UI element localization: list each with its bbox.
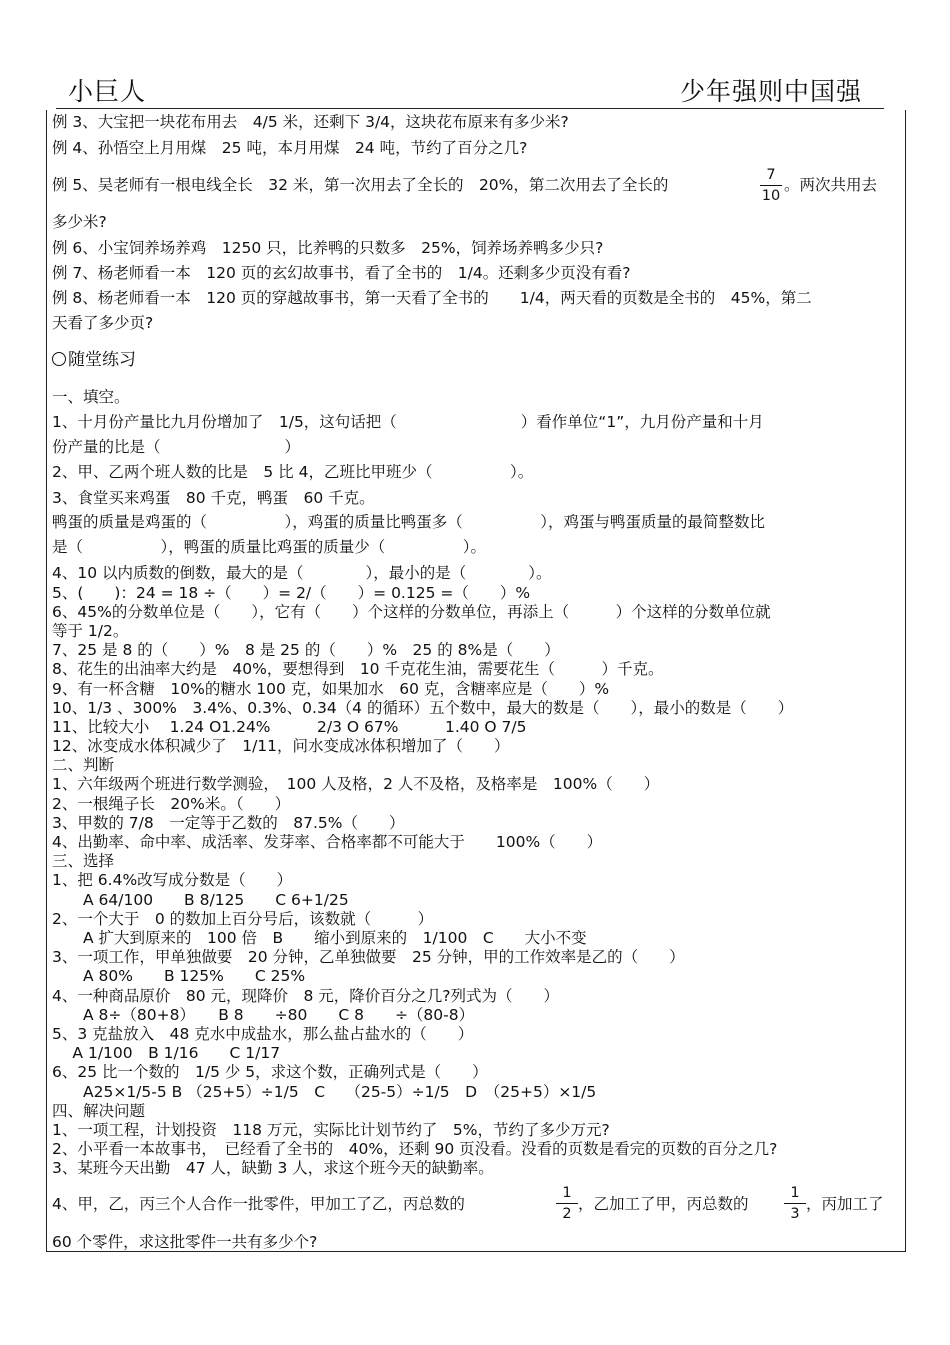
example-8-line1: 例 8、杨老师看一本 120 页的穿越故事书，第一天看了全书的 1/4，两天看的页数是全书的 45%，第二: [52, 289, 812, 307]
example-6: 例 6、小宝饲养场养鸡 1250 只，比养鸭的只数多 25%，饲养场养鸭多少只?: [52, 239, 604, 257]
fraction-numerator: 1: [790, 1185, 800, 1201]
choice-q5: 5、3 克盐放入 48 克水中成盐水，那么盐占盐水的（ ）: [52, 1025, 474, 1043]
fraction-numerator: 1: [562, 1185, 572, 1201]
solve-q4-part4: 60 个零件，求这批零件一共有多少个?: [52, 1233, 318, 1251]
fraction-bar: [760, 185, 782, 186]
fraction-denominator: 2: [562, 1206, 572, 1222]
fill-q7: 7、25 是 8 的（ ）% 8 是 25 的（ ）% 25 的 8%是（ ）: [52, 641, 560, 659]
judge-title: 二、判断: [52, 756, 115, 774]
fraction-bar: [784, 1203, 806, 1204]
solve-q4-part1: 4、甲，乙，丙三个人合作一批零件，甲加工了乙，丙总数的: [52, 1195, 465, 1213]
solve-q4-fraction-1: [556, 1185, 578, 1222]
choice-title: 三、选择: [52, 852, 115, 870]
fill-q6-line2: 等于 1/2。: [52, 622, 129, 640]
fill-q12: 12、冰变成水体积减少了 1/11，问水变成冰体积增加了（ ）: [52, 737, 510, 755]
fill-title: 一、填空。: [52, 388, 130, 406]
fill-q3-line1: 鸭蛋的质量是鸡蛋的（ ），鸡蛋的质量比鸭蛋多（ ），鸡蛋与鸭蛋质量的最简整数比: [52, 513, 766, 531]
choice-q3-options: A 80% B 125% C 25%: [52, 967, 306, 985]
choice-q5-options: A 1/100 B 1/16 C 1/17: [52, 1044, 281, 1062]
example-4: 例 4、孙悟空上月用煤 25 吨，本月用煤 24 吨，节约了百分之几?: [52, 139, 528, 157]
fill-q6-line1: 6、45%的分数单位是（ ），它有（ ）个这样的分数单位，再添上（ ）个这样的分数单位就: [52, 603, 771, 621]
circle-icon: [52, 352, 66, 366]
choice-q1-options: A 64/100 B 8/125 C 6+1/25: [52, 891, 349, 909]
fill-q3-line2: 是（ ），鸭蛋的质量比鸡蛋的质量少（ ）。: [52, 538, 487, 556]
example-3: 例 3、大宝把一块花布用去 4/5 米，还剩下 3/4，这块花布原来有多少米?: [52, 113, 569, 131]
choice-q6: 6、25 比一个数的 1/5 少 5，求这个数，正确列式是（ ）: [52, 1063, 488, 1081]
fill-q10: 10、1/3 、300% 3.4%、0.3%、0.34（4 的循环）五个数中，最大的数是（ ），最小的数是（ ）: [52, 699, 794, 717]
choice-q3: 3、一项工作，甲单独做要 20 分钟，乙单独做要 25 分钟，甲的工作效率是乙的（ ）: [52, 948, 685, 966]
example-7: 例 7、杨老师看一本 120 页的玄幻故事书，看了全书的 1/4。还剩多少页没有看?: [52, 264, 631, 282]
choice-q4: 4、一种商品原价 80 元，现降价 8 元，降价百分之几?列式为（ ）: [52, 987, 560, 1005]
solve-title: 四、解决问题: [52, 1102, 146, 1120]
judge-q3: 3、甲数的 7/8 一定等于乙数的 87.5%（ ）: [52, 814, 405, 832]
fill-q5: 5、( )：24 = 18 ÷（ ）= 2/（ ）= 0.125 =（ ）%: [52, 584, 531, 602]
choice-q4-options: A 8÷（80+8） B 8 ÷80 C 8 ÷（80-8）: [52, 1006, 475, 1024]
judge-q1: 1、六年级两个班进行数学测验， 100 人及格，2 人不及格，及格率是 100%（ ）: [52, 775, 660, 793]
example-5-part3: 多少米?: [52, 213, 107, 231]
example-5-part1: 例 5、吴老师有一根电线全长 32 米，第一次用去了全长的 20%，第二次用去了全长的: [52, 176, 669, 194]
fraction-bar: [556, 1203, 578, 1204]
example-5-fraction: [760, 167, 782, 204]
header-right: 少年强则中国强: [679, 77, 862, 106]
solve-q2: 2、小平看一本故事书， 已经看了全书的 40%，还剩 90 页没看。没看的页数是看完的页数的百分之几?: [52, 1140, 778, 1158]
fraction-numerator: 7: [766, 167, 776, 183]
fill-q2: 2、甲、乙两个班人数的比是 5 比 4，乙班比甲班少（ ）。: [52, 463, 534, 481]
solve-q4-fraction-2: [784, 1185, 806, 1222]
choice-q2-options: A 扩大到原来的 100 倍 B 缩小到原来的 1/100 C 大小不变: [52, 929, 587, 947]
practice-title: [52, 351, 136, 370]
solve-q4-part3: ，丙加工了: [806, 1195, 884, 1213]
choice-q2: 2、一个大于 0 的数加上百分号后，该数就（ ）: [52, 910, 434, 928]
fill-q11: 11、比较大小 1.24 O1.24% 2/3 O 67% 1.40 O 7/5: [52, 718, 527, 736]
solve-q3: 3、某班今天出勤 47 人，缺勤 3 人，求这个班今天的缺勤率。: [52, 1159, 494, 1177]
fill-q4: 4、10 以内质数的倒数，最大的是（ ），最小的是（ ）。: [52, 564, 552, 582]
fraction-denominator: 10: [761, 188, 781, 204]
judge-q4: 4、出勤率、命中率、成活率、发芽率、合格率都不可能大于 100%（ ）: [52, 833, 603, 851]
fill-q1-line2: 份产量的比是（ ）: [52, 438, 301, 456]
header-divider: [56, 108, 884, 109]
fill-q8: 8、花生的出油率大约是 40%，要想得到 10 千克花生油，需要花生（ ）千克。: [52, 660, 664, 678]
choice-q6-options: A25×1/5-5 B （25+5）÷1/5 C （25-5）÷1/5 D （25+5）×1/5: [52, 1083, 597, 1101]
header-left: 小巨人: [68, 77, 147, 106]
fill-q1-line1: 1、十月份产量比九月份增加了 1/5，这句话把（ ）看作单位“1”，九月份产量和十月: [52, 413, 764, 431]
fill-q9: 9、有一杯含糖 10%的糖水 100 克，如果加水 60 克，含糖率应是（ ）%: [52, 680, 610, 698]
solve-q1: 1、一项工程，计划投资 118 万元，实际比计划节约了 5%，节约了多少万元?: [52, 1121, 610, 1139]
fill-q3: 3、食堂买来鸡蛋 80 千克，鸭蛋 60 千克。: [52, 489, 375, 507]
fraction-denominator: 3: [790, 1206, 800, 1222]
practice-title-text: 随堂练习: [68, 350, 136, 370]
choice-q1: 1、把 6.4%改写成分数是（ ）: [52, 871, 293, 889]
solve-q4-part2: ，乙加工了甲，丙总数的: [578, 1195, 749, 1213]
example-8-line2: 天看了多少页?: [52, 314, 154, 332]
judge-q2: 2、一根绳子长 20%米。（ ）: [52, 795, 291, 813]
example-5-part2: 。两次共用去: [784, 176, 878, 194]
